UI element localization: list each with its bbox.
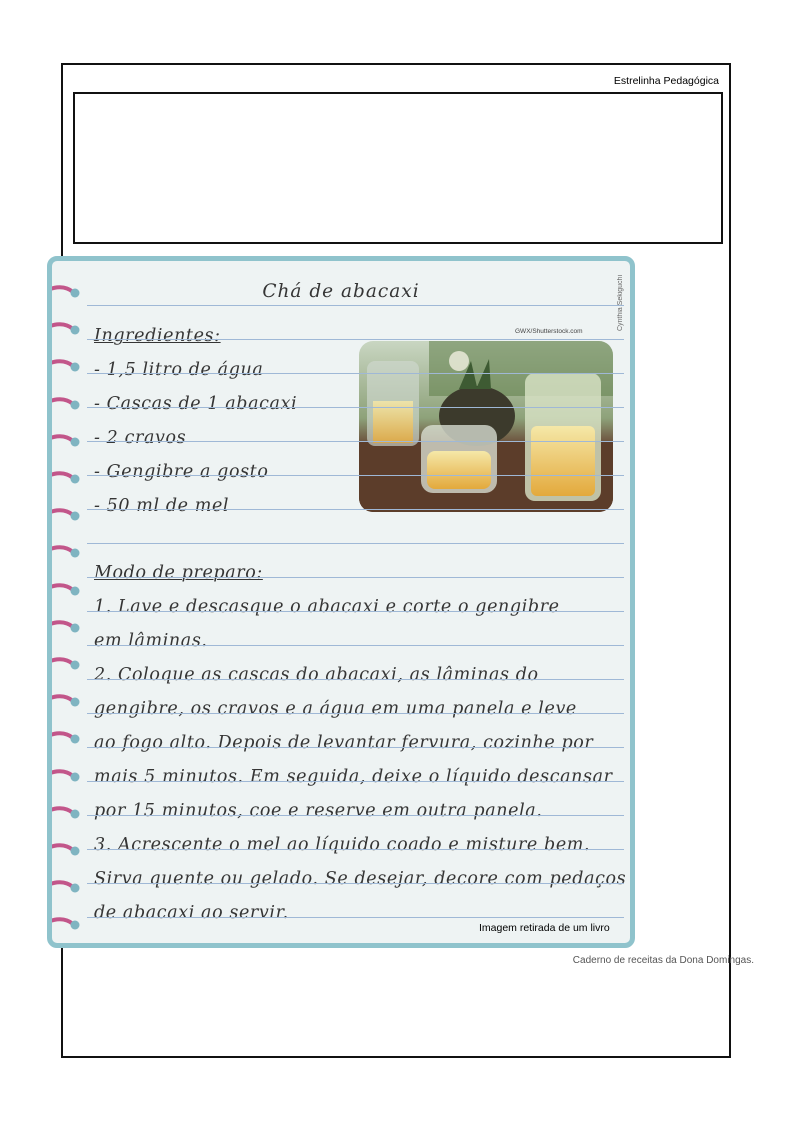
spiral-ring-icon: [47, 506, 89, 528]
header-box: [73, 92, 723, 244]
spiral-ring-icon: [47, 395, 89, 417]
spiral-ring-icon: [47, 915, 89, 937]
method-line: mais 5 minutos. Em seguida, deixe o líquido descansar: [94, 767, 613, 787]
ingredient-item: - 50 ml de mel: [94, 496, 230, 516]
method-line: gengibre, os cravos e a água em uma panela e leve: [94, 699, 577, 719]
ruled-line: [87, 645, 624, 646]
ruled-line: [87, 441, 624, 442]
spiral-ring-icon: [47, 543, 89, 565]
ruled-line: [87, 849, 624, 850]
spiral-ring-icon: [47, 878, 89, 900]
spiral-ring-icon: [47, 283, 89, 305]
ruled-line: [87, 883, 624, 884]
spiral-ring-icon: [47, 357, 89, 379]
recipe-title: Chá de abacaxi: [262, 281, 420, 302]
ingredient-item: - 1,5 litro de água: [94, 360, 264, 380]
spiral-ring-icon: [47, 581, 89, 603]
ingredients-heading: Ingredientes:: [94, 326, 221, 346]
ingredient-item: - Gengibre a gosto: [94, 462, 269, 482]
pineapple-tea-photo: [359, 341, 613, 512]
ruled-line: [87, 747, 624, 748]
method-heading: Modo de preparo:: [94, 563, 263, 583]
ingredient-item: - Cascas de 1 abacaxi: [94, 394, 298, 414]
method-line: de abacaxi ao servir.: [94, 903, 289, 923]
ruled-line: [87, 815, 624, 816]
ingredient-item: - 2 cravos: [94, 428, 187, 448]
spiral-ring-icon: [47, 320, 89, 342]
spiral-ring-icon: [47, 655, 89, 677]
spiral-ring-icon: [47, 767, 89, 789]
ruled-line: [87, 917, 624, 918]
ruled-line: [87, 781, 624, 782]
ruled-line: [87, 543, 624, 544]
spiral-ring-icon: [47, 432, 89, 454]
ruled-line: [87, 475, 624, 476]
method-line: Sirva quente ou gelado. Se desejar, decore com pedaços: [94, 869, 627, 889]
method-line: 2. Coloque as cascas do abacaxi, as lâminas do: [94, 665, 539, 685]
method-line: em lâminas.: [94, 631, 208, 651]
ruled-line: [87, 407, 624, 408]
spiral-ring-icon: [47, 729, 89, 751]
source-caption: Caderno de receitas da Dona Domingas.: [572, 955, 754, 966]
ruled-line: [87, 713, 624, 714]
spiral-ring-icon: [47, 618, 89, 640]
spiral-ring-icon: [47, 692, 89, 714]
ruled-line: [87, 679, 624, 680]
ruled-line: [87, 577, 624, 578]
ruled-line: [87, 373, 624, 374]
ruled-line: [87, 339, 624, 340]
ruled-line: [87, 305, 624, 306]
recipe-notebook: [47, 256, 635, 948]
ruled-line: [87, 611, 624, 612]
side-credit: Cynthia Sekiguchi: [617, 275, 624, 332]
method-line: por 15 minutos, coe e reserve em outra panela.: [94, 801, 543, 821]
spiral-ring-icon: [47, 804, 89, 826]
ruled-line: [87, 509, 624, 510]
spiral-ring-icon: [47, 469, 89, 491]
spiral-ring-icon: [47, 841, 89, 863]
method-line: 3. Acrescente o mel ao líquido coado e misture bem.: [94, 835, 591, 855]
brand-label: Estrelinha Pedagógica: [613, 75, 719, 87]
method-line: ao fogo alto. Depois de levantar fervura, cozinhe por: [94, 733, 594, 753]
photo-credit: GWX/Shutterstock.com: [515, 328, 583, 335]
method-line: 1. Lave e descasque o abacaxi e corte o gengibre: [94, 597, 560, 617]
image-caption: Imagem retirada de um livro: [476, 922, 613, 934]
